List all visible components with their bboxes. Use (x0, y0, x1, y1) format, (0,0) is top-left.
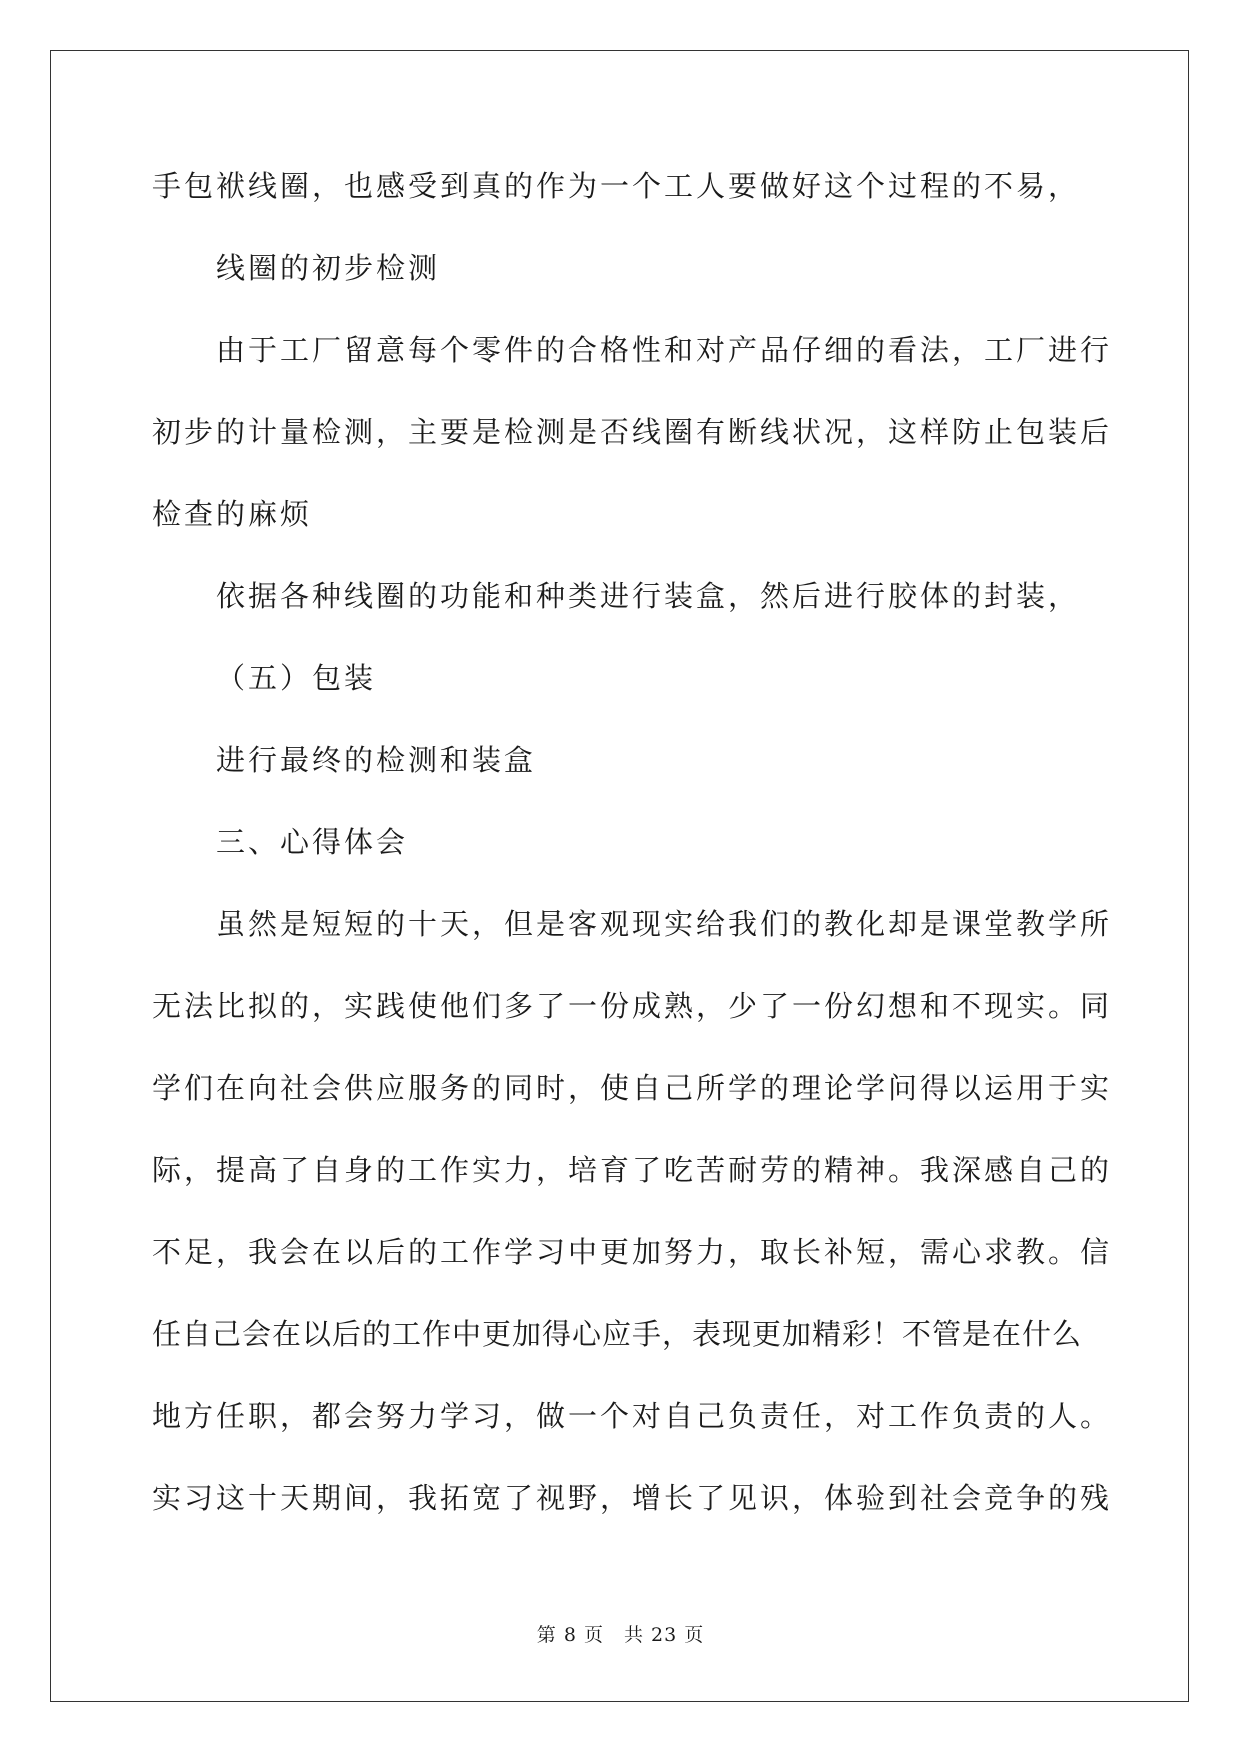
paragraph-line: 检查的麻烦 (152, 497, 313, 531)
paragraph-line: 进行最终的检测和装盒 (216, 743, 537, 777)
text-line: 手包袱线圈，也感受到真的作为一个工人要做好这个过程的不易， (152, 169, 1081, 203)
paragraph-line: 虽然是短短的十天，但是客观现实给我们的教化却是课堂教学所 (216, 907, 1113, 941)
paragraph-line: 不足，我会在以后的工作学习中更加努力，取长补短，需心求教。信 (152, 1235, 1113, 1269)
paragraph-line: 无法比拟的，实践使他们多了一份成熟，少了一份幻想和不现实。同 (152, 989, 1113, 1023)
section-heading: 三、心得体会 (216, 825, 409, 859)
section-heading: （五）包装 (216, 661, 377, 695)
paragraph-line: 地方任职，都会努力学习，做一个对自己负责任，对工作负责的人。 (152, 1399, 1113, 1433)
paragraph-line: 际，提高了自身的工作实力，培育了吃苦耐劳的精神。我深感自己的 (152, 1153, 1113, 1187)
paragraph-line: 依据各种线圈的功能和种类进行装盒，然后进行胶体的封装， (216, 579, 1081, 613)
page-number-footer: 第 8 页 共 23 页 (536, 1624, 705, 1646)
paragraph-line: 初步的计量检测，主要是检测是否线圈有断线状况，这样防止包装后 (152, 415, 1113, 449)
paragraph-line: 任自己会在以后的工作中更加得心应手，表现更加精彩！不管是在什么 (152, 1317, 1083, 1351)
section-heading: 线圈的初步检测 (216, 251, 441, 285)
page-border (50, 50, 1189, 1702)
paragraph-line: 实习这十天期间，我拓宽了视野，增长了见识，体验到社会竞争的残 (152, 1481, 1113, 1515)
paragraph-line: 学们在向社会供应服务的同时，使自己所学的理论学问得以运用于实 (152, 1071, 1113, 1105)
paragraph-line: 由于工厂留意每个零件的合格性和对产品仔细的看法，工厂进行 (216, 333, 1113, 367)
